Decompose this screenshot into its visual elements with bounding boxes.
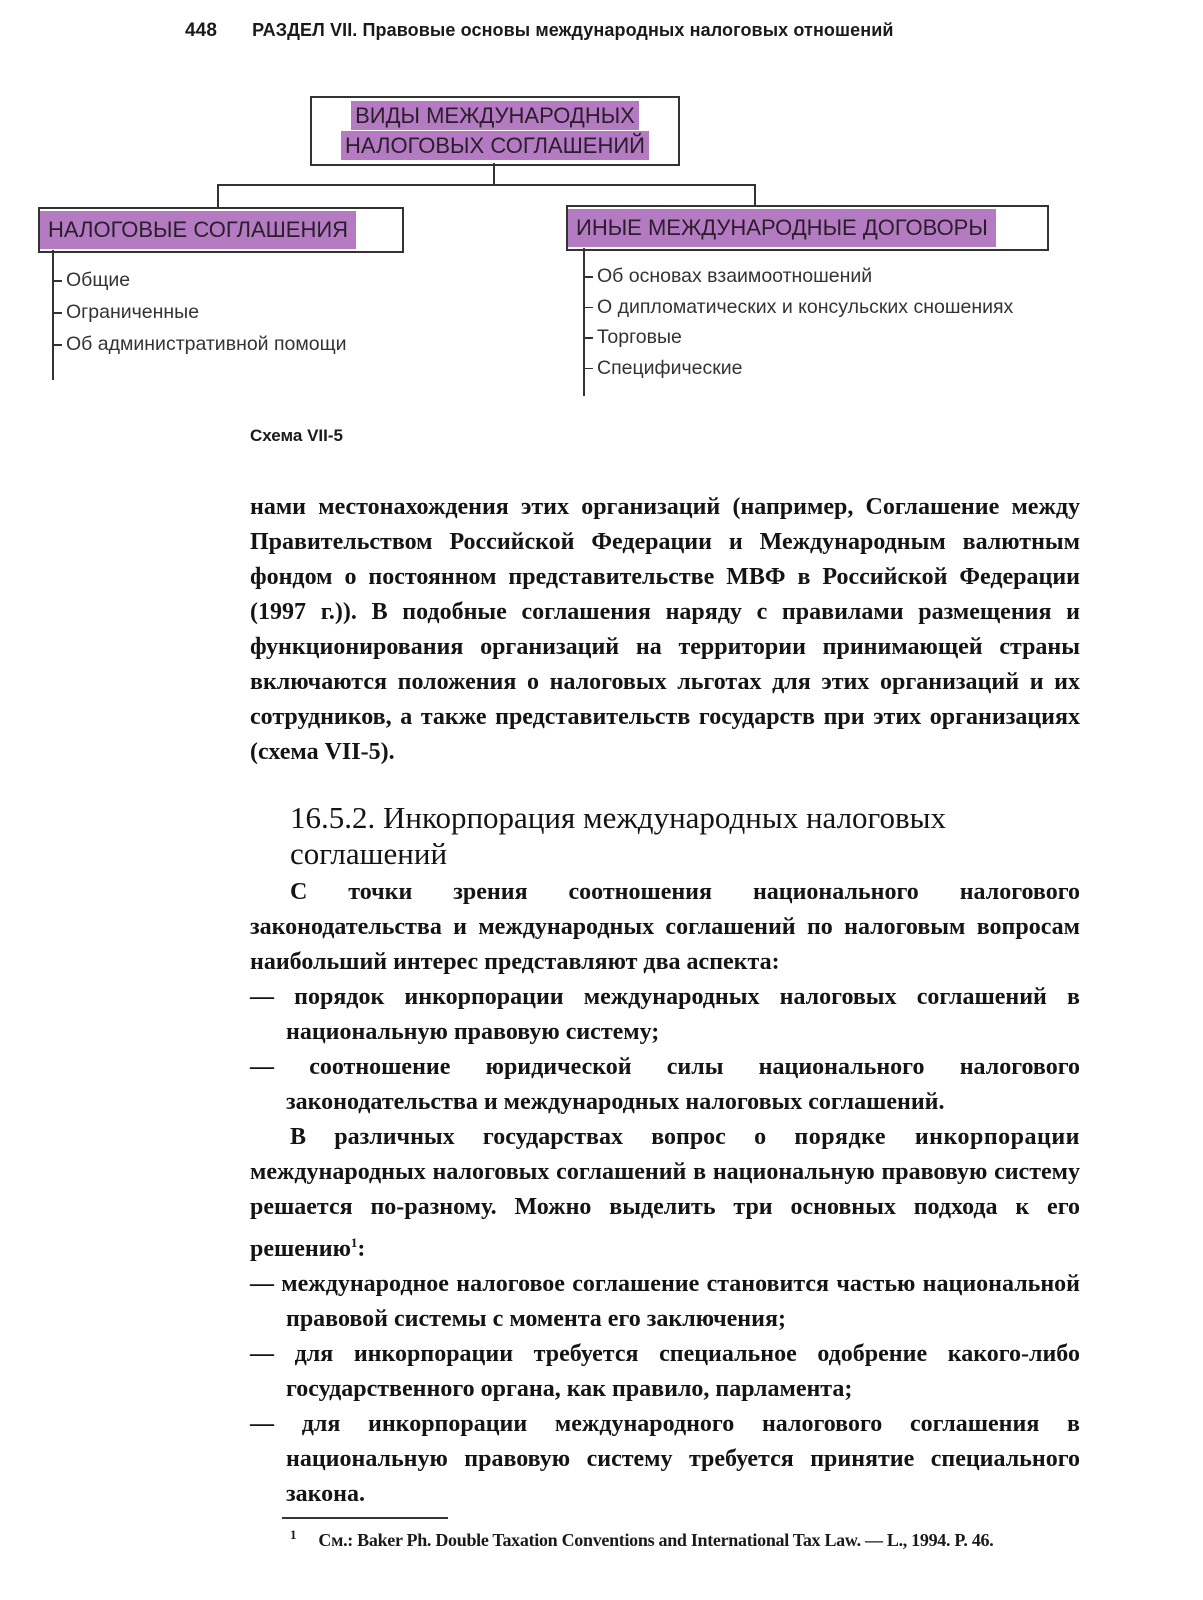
category-title: НАЛОГОВЫЕ СОГЛАШЕНИЯ <box>40 211 356 249</box>
paragraph: В различных государствах вопрос о порядке инкорпорации международных налоговых соглашений в национальную правовую систему решается по-разному. Можно выделить три основных подхода к его решению$^1$: <box>250 1124 1080 1262</box>
diagram-root-box <box>310 96 680 166</box>
list-item: Специфические <box>585 353 1013 384</box>
dash-item: — соотношение юридической силы национального налогового законодательства и международных налоговых соглашений. <box>250 1054 1080 1115</box>
emphasis: порядке инкорпорации <box>794 1124 1080 1150</box>
running-header <box>185 20 894 42</box>
footnote-mark: 1 <box>290 1527 297 1542</box>
left-item-list <box>54 264 347 360</box>
diagram-caption: Схема VII-5 <box>250 426 343 445</box>
section-title: РАЗДЕЛ VII. Правовые основы международных налоговых отношений <box>252 20 894 40</box>
connector-right-down <box>754 184 756 206</box>
list-item: Ограниченные <box>54 296 347 328</box>
list-item: Торговые <box>585 322 1013 353</box>
footnote-rule <box>282 1517 448 1519</box>
dash-item: — для инкорпорации международного налогового соглашения в национальную правовую систему требуется принятие специального закона. <box>250 1411 1080 1507</box>
list-item: Об административной помощи <box>54 328 347 360</box>
root-line-2: НАЛОГОВЫХ СОГЛАШЕНИЙ <box>341 131 649 160</box>
dash-item: — международное налоговое соглашение становится частью национальной правовой системы с момента его заключения; <box>250 1271 1080 1332</box>
body-block-1 <box>250 490 1080 770</box>
section-heading: 16.5.2. Инкорпорация международных налоговых соглашений <box>290 800 946 871</box>
category-tax-agreements <box>38 207 404 253</box>
footnote <box>290 1527 993 1551</box>
footnote-text: См.: Baker Ph. Double Taxation Conventions and International Tax Law. — L., 1994. P. 46. <box>318 1530 994 1550</box>
list-item: Общие <box>54 264 347 296</box>
list-item: О дипломатических и консульских сношениях <box>585 292 1013 323</box>
dash-item: — порядок инкорпорации международных налоговых соглашений в национальную правовую систему; <box>250 984 1080 1045</box>
paragraph: С точки зрения соотношения национального налогового законодательства и международных соглашений по налоговым вопросам наибольший интерес представляют два аспекта: <box>250 879 1080 975</box>
body-block-2 <box>250 875 1080 1512</box>
right-item-list <box>585 261 1013 383</box>
footnote-ref: 1 <box>350 1235 358 1250</box>
connector-left-down <box>217 184 219 208</box>
paragraph: нами местонахождения этих организаций (например, Соглашение между Правительством Российской Федерации и Международным валютным фондом о постоянном представительстве МВФ в Российской Федерации (1997 г.)). В подобные соглашения наряду с правилами размещения и функционирования организаций на территории принимающей страны включаются положения о налоговых льготах для этих организаций и их сотрудников, а также представительств государств при этих организациях (схема VII-5). <box>250 494 1080 765</box>
page-number: 448 <box>185 20 218 41</box>
connector-root-down <box>493 163 495 185</box>
connector-horizontal <box>217 184 756 186</box>
root-line-1: ВИДЫ МЕЖДУНАРОДНЫХ <box>351 101 639 130</box>
category-other-treaties <box>566 205 1049 251</box>
dash-item: — для инкорпорации требуется специальное одобрение какого-либо государственного органа, как правило, парламента; <box>250 1341 1080 1402</box>
category-title: ИНЫЕ МЕЖДУНАРОДНЫЕ ДОГОВОРЫ <box>568 209 996 247</box>
list-item: Об основах взаимоотношений <box>585 261 1013 292</box>
